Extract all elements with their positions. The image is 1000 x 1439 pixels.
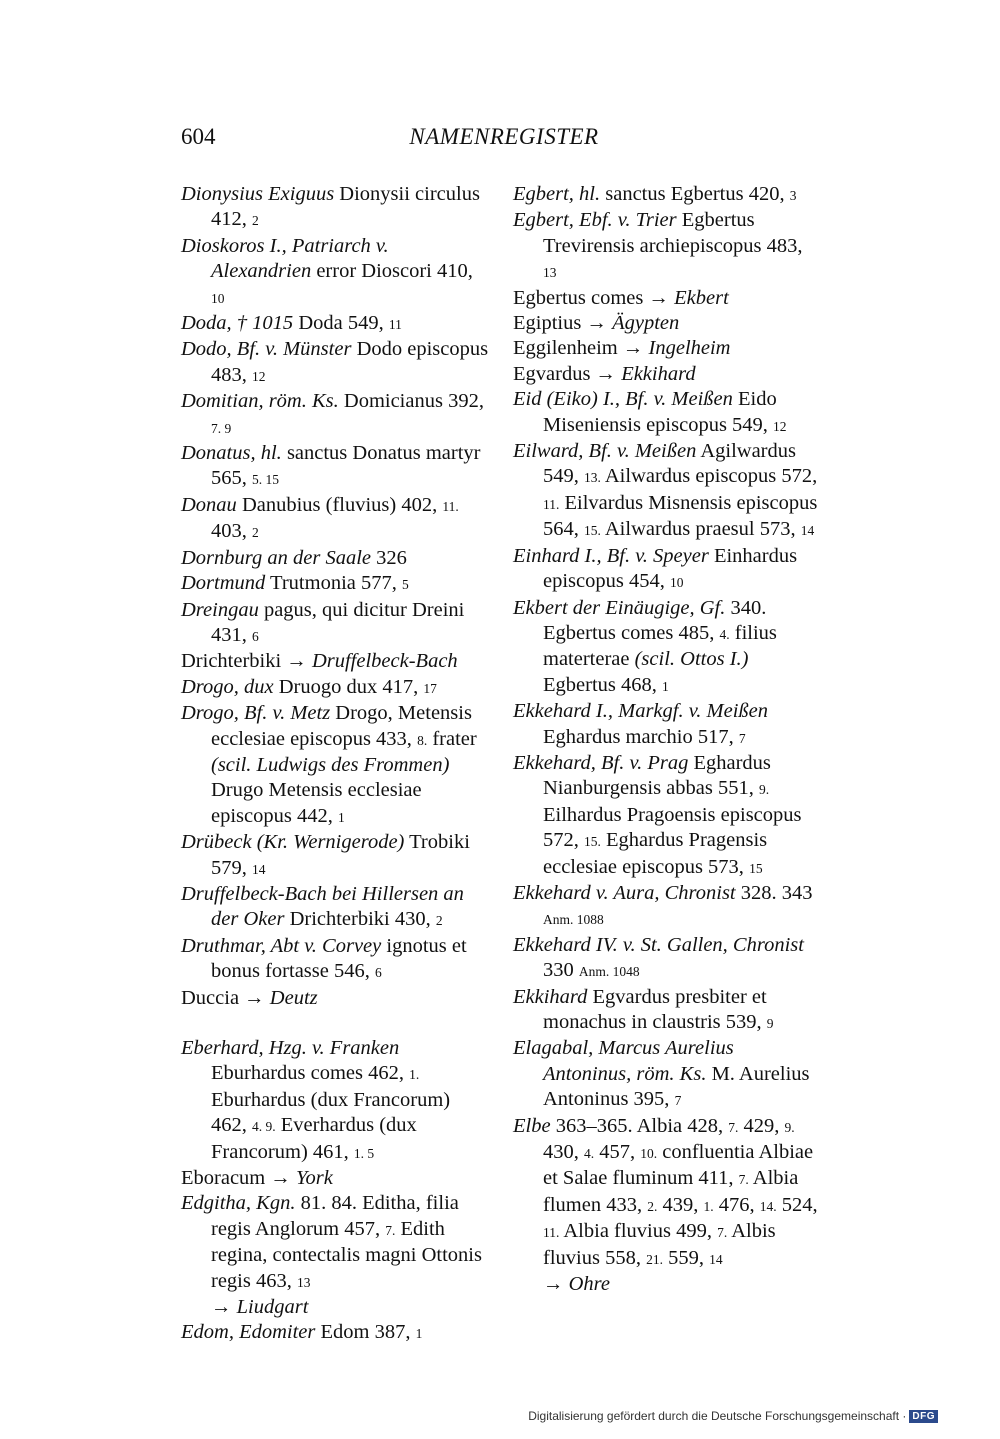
entry-heading: Ekkehard IV. v. St. Gallen, Chronist xyxy=(513,933,804,956)
entry-text: 328. 343 xyxy=(735,881,813,904)
line-reference: 7. xyxy=(738,1172,749,1188)
index-entry xyxy=(513,439,821,544)
entry-text: Eboracum → xyxy=(181,1167,296,1190)
index-entry xyxy=(181,234,489,311)
entry-text: Drogo, Metensis ecclesiae episcopus 433, xyxy=(211,702,472,750)
entry-text: Doda 549, xyxy=(293,312,389,335)
entry-heading: Ekkihard xyxy=(621,362,696,385)
entry-text: 363–365. Albia 428, xyxy=(550,1114,729,1137)
line-reference: 2. xyxy=(647,1198,658,1214)
entry-text: 476, xyxy=(713,1193,760,1216)
entry-text: ignotus et bonus fortasse 546, xyxy=(211,934,467,983)
index-entry xyxy=(181,934,489,986)
entry-heading: Donatus, hl. xyxy=(181,442,282,465)
entry-text: Albia flumen 433, xyxy=(543,1167,799,1216)
line-reference: 12 xyxy=(773,418,787,434)
index-column-left xyxy=(181,182,489,1347)
index-entry xyxy=(513,182,821,208)
entry-heading: (scil. Ludwigs des Frommen) xyxy=(211,753,450,776)
entry-heading: Egbert, Ebf. v. Trier xyxy=(513,209,677,232)
entry-heading: Liudgart xyxy=(236,1296,309,1319)
entry-text: → xyxy=(543,1273,569,1296)
entry-text: Eghardus marchio 517, xyxy=(543,725,739,748)
index-entry xyxy=(181,1320,489,1346)
entry-text: → xyxy=(211,1296,237,1319)
index-column-right xyxy=(513,182,821,1297)
entry-text: Trobiki 579, xyxy=(211,831,470,879)
line-reference: 9. xyxy=(784,1119,795,1135)
entry-text: Drichterbiki 430, xyxy=(284,908,436,931)
entry-text: Danubius (fluvius) 402, xyxy=(236,493,443,516)
line-reference: 9. xyxy=(758,782,770,798)
entry-heading: Dodo, Bf. v. Münster xyxy=(181,338,352,361)
line-reference: 4. 9. xyxy=(252,1119,276,1135)
entry-heading: Dreingau xyxy=(181,598,259,621)
entry-text: error Dioscori 410, xyxy=(311,260,473,283)
entry-text: Egvardus → xyxy=(513,362,622,385)
line-reference: 15 xyxy=(749,860,763,876)
entry-text: Trutmonia 577, xyxy=(265,572,402,595)
entry-heading: York xyxy=(296,1167,333,1190)
index-entry xyxy=(181,649,489,674)
index-entry xyxy=(181,1036,489,1166)
entry-text: Drichterbiki → xyxy=(181,650,312,673)
entry-heading: Druffelbeck-Bach xyxy=(311,650,458,673)
entry-heading: Elagabal, Marcus Aurelius Antoninus, röm. Ks. xyxy=(513,1037,734,1085)
entry-text: 403, xyxy=(211,520,252,543)
entry-heading: Einhard I., Bf. v. Speyer xyxy=(513,544,709,567)
entry-heading: Donau xyxy=(181,493,237,516)
index-entry xyxy=(513,286,821,311)
line-reference: 14 xyxy=(252,861,266,877)
index-entry xyxy=(181,1166,489,1191)
entry-heading: Ekkihard xyxy=(513,985,588,1008)
entry-text: 340. Egbertus comes 485, xyxy=(543,596,767,644)
entry-heading: Drogo, dux xyxy=(181,675,274,698)
line-reference: 4. xyxy=(584,1146,595,1162)
line-reference: 13. xyxy=(584,470,601,486)
entry-heading: Drübeck (Kr. Wernigerode) xyxy=(181,831,405,854)
entry-heading: Elbe xyxy=(513,1114,551,1137)
entry-heading: Ingelheim xyxy=(648,337,731,360)
entry-text: Dionysii circulus 412, xyxy=(211,183,480,231)
entry-text: Eilvardus Misnensis episcopus 564, xyxy=(543,491,818,541)
entry-text: Egiptius → xyxy=(513,312,613,335)
entry-text: Eilhardus Pragoensis episcopus 572, xyxy=(543,803,802,852)
line-reference: 3 xyxy=(789,188,797,203)
line-reference: 8. xyxy=(417,732,428,748)
entry-text: 524, xyxy=(776,1193,818,1216)
entry-text: 430, xyxy=(543,1141,584,1164)
index-entry xyxy=(181,598,489,650)
entry-text: Ailwardus praesul 573, xyxy=(600,518,801,541)
entry-heading: Dortmund xyxy=(181,572,266,595)
entry-heading: Ohre xyxy=(568,1273,610,1296)
line-reference: 1. 5 xyxy=(353,1145,375,1161)
entry-text: 330 xyxy=(543,959,579,982)
entry-text: Edom 387, xyxy=(315,1321,416,1344)
entry-heading: Ekbert xyxy=(674,286,729,309)
entry-text: Duccia → xyxy=(181,986,270,1009)
entry-text: Edith regina, contectalis magni Ottonis regis 463, xyxy=(211,1217,482,1292)
entry-text: Ailwardus episcopus 572, xyxy=(600,465,818,488)
index-entry xyxy=(513,1272,821,1297)
index-entry xyxy=(181,882,489,934)
entry-heading: Deutz xyxy=(269,986,318,1009)
line-reference: 2 xyxy=(252,525,259,541)
entry-heading: Dionysius Exiguus xyxy=(181,183,335,205)
entry-heading: Ekkehard v. Aura, Chronist xyxy=(513,881,736,904)
line-reference: 21. xyxy=(646,1251,663,1267)
index-entry xyxy=(181,337,489,389)
entry-text: Eghardus Pragensis ecclesiae episcopus 573, xyxy=(543,829,768,878)
index-entry xyxy=(513,362,821,387)
entry-heading: Ekbert der Einäugige, Gf. xyxy=(513,596,726,619)
entry-heading: (scil. Ottos I.) xyxy=(634,648,749,671)
entry-heading: Eid (Eiko) I., Bf. v. Meißen xyxy=(513,388,733,411)
entry-text: frater xyxy=(427,727,477,750)
entry-text: Einhardus episcopus 454, xyxy=(543,544,798,593)
line-reference: 13 xyxy=(296,1274,311,1290)
index-entry xyxy=(513,699,821,751)
entry-text: Druogo dux 417, xyxy=(273,675,424,698)
entry-heading: Egbert, hl. xyxy=(513,183,601,205)
line-reference: 5 xyxy=(402,577,409,593)
index-entry xyxy=(513,1114,821,1272)
entry-heading: Edom, Edomiter xyxy=(181,1321,316,1344)
line-reference: 2 xyxy=(435,913,443,929)
line-reference: 7. xyxy=(728,1119,739,1135)
entry-text: Egbertus comes → xyxy=(513,286,675,309)
page-number: 604 xyxy=(181,124,216,149)
index-entry xyxy=(513,881,821,933)
index-entry xyxy=(181,675,489,701)
entry-text: Dodo episcopus 483, xyxy=(211,338,489,386)
line-reference: 13 xyxy=(543,265,557,281)
line-reference: 11. xyxy=(543,1225,560,1241)
line-reference: 5. 15 xyxy=(252,472,279,488)
index-entry xyxy=(513,985,821,1037)
entry-text: Egvardus presbiter et monachus in claustris 539, xyxy=(543,985,767,1033)
line-reference: 6 xyxy=(374,965,382,981)
line-reference: 1. xyxy=(703,1198,714,1214)
line-reference: 2 xyxy=(252,213,259,229)
line-reference: 9 xyxy=(766,1016,774,1031)
index-entry xyxy=(513,1036,821,1113)
entry-heading: Druffelbeck-Bach bei Hillersen an der Oker xyxy=(181,882,464,931)
entry-text: Eghardus Nianburgensis abbas 551, xyxy=(543,751,771,800)
entry-heading: Drogo, Bf. v. Metz xyxy=(181,702,331,725)
line-reference: 1. xyxy=(409,1067,420,1083)
entry-text: 439, xyxy=(657,1193,704,1216)
entry-text: pagus, qui dicitur Dreini 431, xyxy=(211,598,465,646)
entry-text: Eido Miseniensis episcopus 549, xyxy=(543,388,777,436)
index-entry xyxy=(181,182,489,234)
line-reference: 4. xyxy=(719,626,730,642)
entry-text: Drugo Metensis ecclesiae episcopus 442, xyxy=(211,779,422,827)
entry-text: M. Aurelius Antoninus 395, xyxy=(543,1062,810,1111)
line-reference: Anm. 1048 xyxy=(578,964,640,980)
entry-text: Eburhardus (dux Francorum) 462, xyxy=(211,1088,451,1137)
entry-heading: Ägypten xyxy=(612,312,680,335)
entry-text: sanctus Egbertus 420, xyxy=(600,183,790,205)
line-reference: 10. xyxy=(640,1146,658,1162)
line-reference: 11 xyxy=(388,317,402,333)
index-entry xyxy=(181,1295,489,1320)
line-reference: 17 xyxy=(423,680,437,696)
entry-text: Egbertus 468, xyxy=(543,673,662,696)
index-entry xyxy=(181,311,489,337)
line-reference: 7 xyxy=(674,1093,682,1109)
line-reference: 15. xyxy=(584,523,601,539)
line-reference: Anm. 1088 xyxy=(543,912,604,928)
entry-heading: Dornburg an der Saale xyxy=(181,546,371,569)
entry-text: 559, xyxy=(662,1246,710,1269)
line-reference: 14. xyxy=(759,1198,777,1214)
index-entry xyxy=(513,208,821,285)
index-entry xyxy=(513,387,821,439)
footer-text: Digitalisierung gefördert durch die Deutsche Forschungsgemeinschaft · xyxy=(528,1409,907,1423)
line-reference: 7. xyxy=(717,1225,728,1241)
entry-heading: Doda, † 1015 xyxy=(181,312,294,335)
entry-heading: Druthmar, Abt v. Corvey xyxy=(181,934,382,957)
entry-text: 429, xyxy=(738,1114,785,1137)
line-reference: 1 xyxy=(415,1326,423,1342)
page-title: NAMENREGISTER xyxy=(409,124,599,149)
entry-text: Agilwardus 549, xyxy=(543,440,796,488)
index-entry xyxy=(513,336,821,361)
index-entry xyxy=(181,701,489,830)
entry-text: Albis fluvius 558, xyxy=(543,1220,776,1269)
line-reference: 1 xyxy=(662,678,669,694)
index-entry xyxy=(181,546,489,571)
index-entry xyxy=(181,830,489,882)
entry-text: confluentia Albiae et Salae fluminum 411, xyxy=(543,1141,814,1190)
index-entry xyxy=(181,571,489,597)
entry-heading: Eilward, Bf. v. Meißen xyxy=(513,440,697,463)
line-reference: 14 xyxy=(800,523,815,539)
index-entry xyxy=(513,933,821,985)
index-entry xyxy=(513,311,821,336)
index-entry xyxy=(181,441,489,493)
line-reference: 14 xyxy=(709,1251,723,1267)
line-reference: 10 xyxy=(669,575,684,591)
index-entry xyxy=(513,751,821,881)
footer-credit xyxy=(528,1409,938,1423)
line-reference: 10 xyxy=(211,290,225,306)
entry-text: Eburhardus comes 462, xyxy=(211,1062,410,1085)
entry-text: 326 xyxy=(371,546,407,569)
line-reference: 1 xyxy=(337,809,345,825)
entry-text: sanctus Donatus martyr 565, xyxy=(211,442,481,490)
line-reference: 11. xyxy=(543,496,560,512)
entry-heading: Edgitha, Kgn. xyxy=(181,1192,296,1215)
entry-heading: Dioskoros I., Patriarch v. Alexandrien xyxy=(181,234,389,283)
index-entry xyxy=(181,389,489,441)
index-entry xyxy=(181,493,489,546)
line-reference: 15. xyxy=(584,834,601,850)
line-reference: 11. xyxy=(442,498,459,514)
index-entry xyxy=(513,596,821,700)
entry-text: 81. 84. Editha, filia regis Anglorum 457, xyxy=(211,1192,459,1240)
dfg-logo: DFG xyxy=(909,1410,938,1423)
entry-text: Everhardus (dux Francorum) 461, xyxy=(211,1114,417,1163)
entry-text: Egbertus Trevirensis archiepiscopus 483, xyxy=(543,209,803,257)
entry-heading: Eberhard, Hzg. v. Franken xyxy=(181,1037,400,1059)
entry-text: 457, xyxy=(594,1141,641,1164)
index-entry xyxy=(513,544,821,596)
index-entry xyxy=(181,1191,489,1295)
entry-text: Domicianus 392, xyxy=(338,390,484,413)
entry-text: Albia fluvius 499, xyxy=(559,1220,718,1243)
entry-text: Eggilenheim → xyxy=(513,337,649,360)
index-entry xyxy=(181,986,489,1011)
line-reference: 7. xyxy=(385,1222,396,1238)
entry-heading: Ekkehard, Bf. v. Prag xyxy=(513,751,689,774)
line-reference: 12 xyxy=(252,368,266,384)
line-reference: 6 xyxy=(252,628,259,644)
line-reference: 7 xyxy=(738,730,746,746)
entry-text: filius materterae xyxy=(543,621,777,671)
entry-heading: Domitian, röm. Ks. xyxy=(181,390,339,413)
entry-heading: Ekkehard I., Markgf. v. Meißen xyxy=(513,700,769,723)
line-reference: 7. 9 xyxy=(211,420,232,436)
